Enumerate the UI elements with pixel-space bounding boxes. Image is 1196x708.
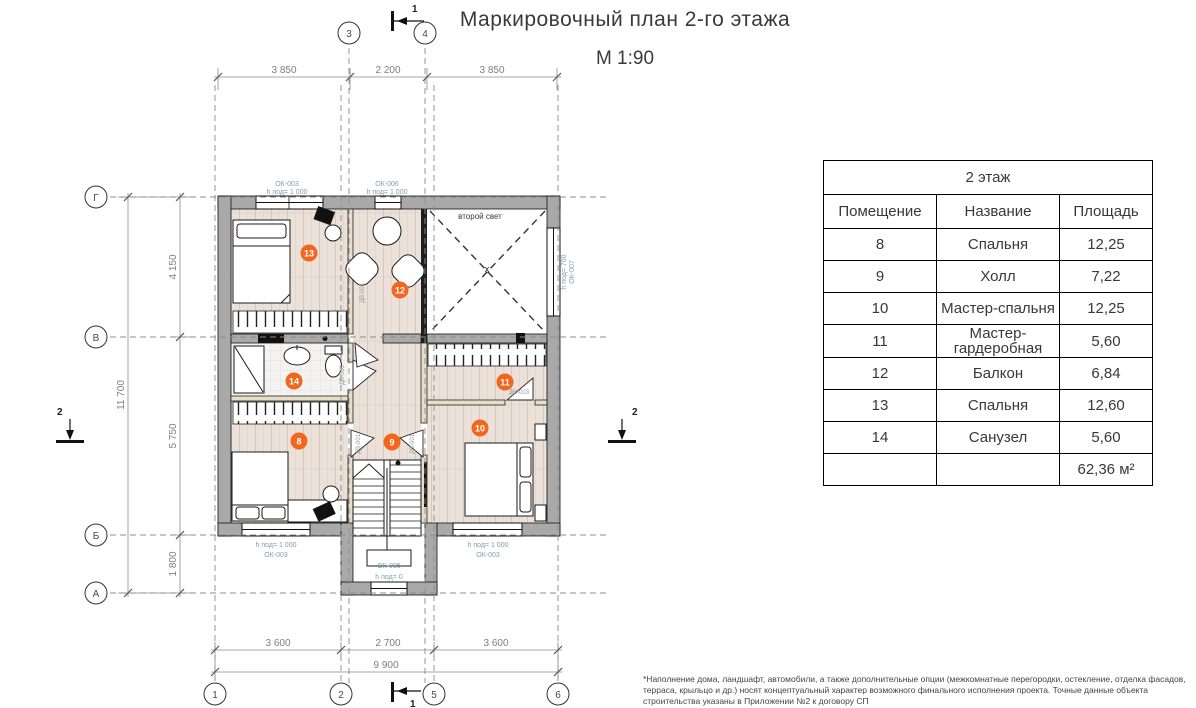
chair-room8 (323, 486, 339, 502)
table-floor-title: 2 этаж (824, 161, 1153, 195)
cell-room-name: Мастер-спальня (937, 293, 1060, 325)
dim-top-2: 2 200 (375, 65, 401, 76)
second-light-label: второй свет (458, 212, 502, 221)
table-row (824, 261, 1153, 293)
room-marker-12: 12 (394, 285, 406, 296)
cell-room-name: Спальня (937, 229, 1060, 261)
label-h-top-mid: h под= 1 000 (366, 189, 408, 196)
room-marker-13: 13 (303, 248, 315, 259)
grid-circle-5: 5 (431, 690, 437, 701)
label-ok006-top: ОК-006 (375, 181, 399, 188)
table-row (824, 293, 1153, 325)
label-h-stair: h под= 0 (375, 574, 403, 581)
wall-B-mid (383, 334, 421, 343)
cell-room-id: 12 (824, 358, 937, 390)
wardrobe-room13 (233, 311, 347, 333)
label-dv001-balcony: ДВ-001 (360, 282, 366, 304)
cell-room-area: 7,22 (1060, 261, 1153, 293)
dim-top-1: 3 850 (271, 65, 297, 76)
wardrobe-room11 (428, 344, 546, 366)
cell-room-area: 5,60 (1060, 325, 1153, 358)
grid-circle-V: В (92, 333, 100, 344)
table-row (824, 229, 1153, 261)
label-ok007-right: ОК-007 (569, 260, 576, 284)
grid-circle-1: 1 (212, 690, 218, 701)
room-marker-11: 11 (500, 377, 510, 388)
dim-bottom-1: 3 600 (265, 638, 291, 649)
room-marker-9: 9 (389, 437, 395, 448)
room-table (823, 160, 1153, 486)
cell-room-id: 11 (824, 325, 937, 358)
room-marker-14: 14 (288, 376, 300, 387)
bed-room13 (233, 220, 290, 303)
cell-room-id: 14 (824, 422, 937, 454)
balcony-table (373, 217, 401, 245)
cell-empty (824, 454, 937, 486)
col-header-room: Помещение (824, 195, 937, 229)
grid-circle-3: 3 (346, 29, 352, 40)
wall-B-right (427, 334, 547, 343)
table-total-row (824, 454, 1153, 486)
cell-room-name: Холл (937, 261, 1060, 293)
cell-room-area: 12,25 (1060, 293, 1153, 325)
label-ok003-bottom-right: ОК-003 (476, 552, 500, 559)
label-ok-stair: ОК-005 (377, 563, 401, 570)
dim-bottom-3: 3 600 (483, 638, 509, 649)
cell-room-area: 5,60 (1060, 422, 1153, 454)
second-light-x: x (484, 264, 490, 274)
grid-circle-2: 2 (338, 690, 344, 701)
col-header-name: Название (937, 195, 1060, 229)
cell-room-name: Балкон (937, 358, 1060, 390)
page-title: Маркировочный план 2-го этажа (459, 8, 791, 31)
dim-left-total: 11 700 (116, 380, 127, 410)
col-header-area: Площадь (1060, 195, 1153, 229)
table-row (824, 422, 1153, 454)
cell-room-area: 12,25 (1060, 229, 1153, 261)
label-h-bottom-right: h под= 1 000 (467, 542, 509, 549)
cell-room-name: Спальня (937, 390, 1060, 422)
wall-B-left (231, 334, 348, 343)
bed-room8 (232, 452, 288, 521)
cell-total-area: 62,36 м² (1060, 454, 1153, 486)
cell-room-name: Мастер-гардеробная (937, 325, 1060, 358)
wardrobe-room8 (233, 402, 347, 424)
shower (234, 346, 264, 393)
table-row (824, 325, 1153, 358)
cell-room-id: 10 (824, 293, 937, 325)
cell-room-area: 12,60 (1060, 390, 1153, 422)
label-h-right: h под= 700 (561, 254, 568, 290)
dim-bottom-2: 2 700 (375, 638, 401, 649)
cell-empty (937, 454, 1060, 486)
label-dv003: ДВ-003 (508, 390, 530, 396)
label-dv001-bath: ДВ-001 (340, 364, 346, 386)
section-1-bottom: 1 (410, 699, 416, 708)
scale-label: М 1:90 (595, 48, 655, 69)
label-h-top-left: h под= 1 000 (266, 189, 308, 196)
chair-room13 (325, 225, 341, 241)
dim-top-3: 3 850 (479, 65, 505, 76)
dim-bottom-total: 9 900 (373, 660, 399, 671)
dim-left-1: 4 150 (168, 254, 179, 280)
section-2-left: 2 (57, 407, 63, 418)
dim-left-3: 1 800 (168, 551, 179, 577)
dim-left-2: 5 750 (168, 423, 179, 449)
cell-room-area: 6,84 (1060, 358, 1153, 390)
section-1-top: 1 (412, 4, 418, 15)
label-dv001-room8: ДВ-001 (356, 433, 362, 455)
grid-circle-A: А (92, 589, 100, 600)
table-title-row (824, 161, 1153, 195)
cell-room-id: 8 (824, 229, 937, 261)
wall-left (218, 196, 231, 536)
cell-room-name: Санузел (937, 422, 1060, 454)
room-marker-10: 10 (474, 423, 486, 434)
grid-circle-4: 4 (422, 29, 428, 40)
table-row (824, 358, 1153, 390)
room-marker-8: 8 (296, 436, 302, 447)
label-dv001-room10: ДВ-001 (410, 433, 416, 455)
grid-circle-G: Г (93, 193, 99, 204)
label-ok003-bottom-left: ОК-003 (264, 552, 288, 559)
label-ok003-top: ОК-003 (275, 181, 299, 188)
cell-room-id: 13 (824, 390, 937, 422)
grid-circle-B: Б (92, 531, 100, 542)
cell-room-id: 9 (824, 261, 937, 293)
footnote: *Наполнение дома, ландшафт, автомобили, а также дополнительные опции (межкомнатные перегородки, остекление, отделка фасадов, терраса, крыльцо и др.) носят концептуальный характер возможного финального исполнения проекта. Точные данные объекта строительства указаны в Приложении №2 к договору СП (643, 674, 1186, 707)
table-header-row (824, 195, 1153, 229)
grid-circle-6: 6 (555, 690, 561, 701)
section-2-right: 2 (632, 407, 638, 418)
table-row (824, 390, 1153, 422)
label-h-bottom-left: h под= 1 000 (255, 542, 297, 549)
